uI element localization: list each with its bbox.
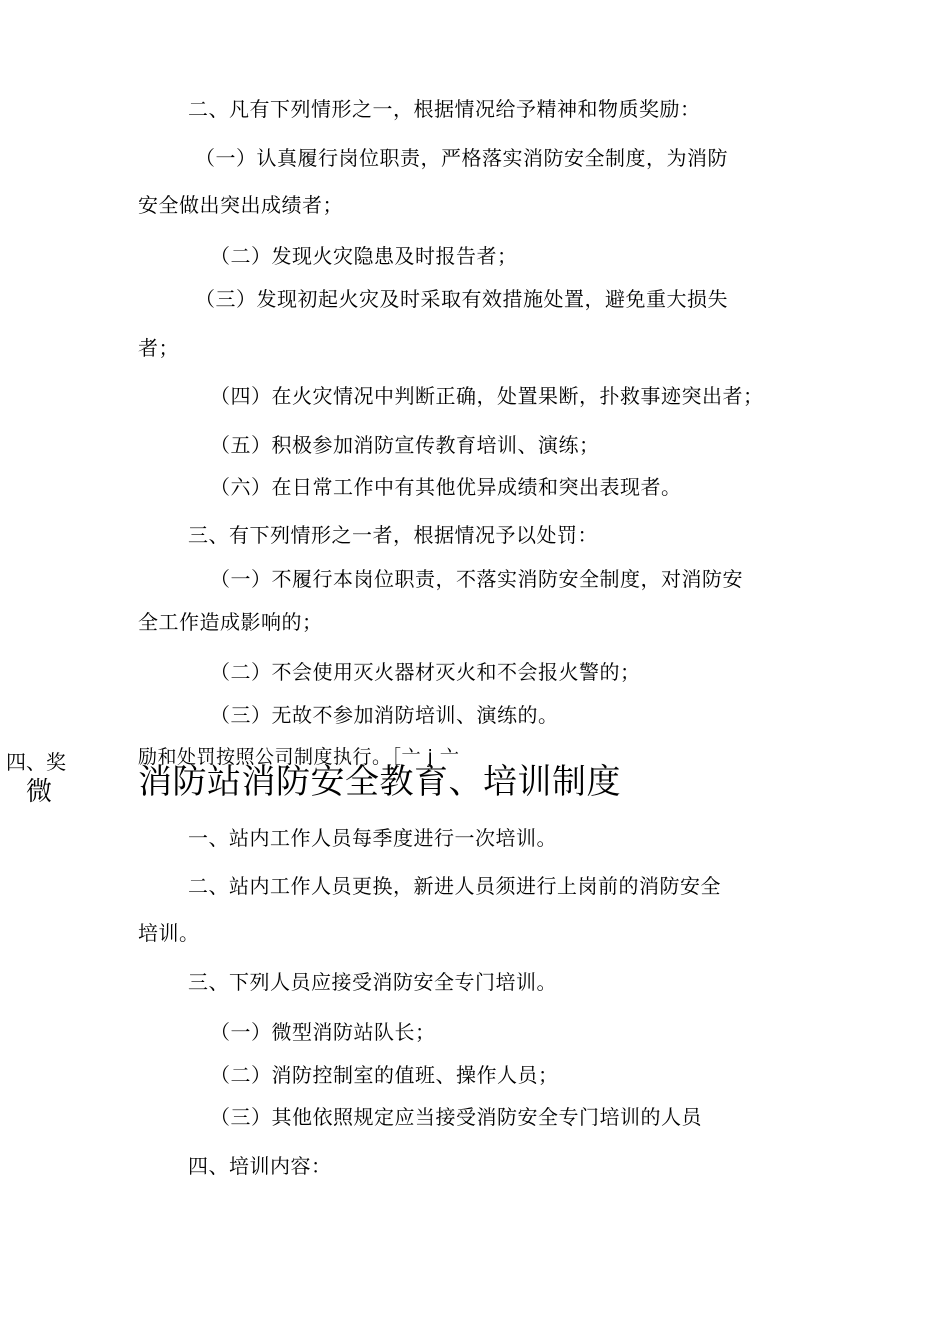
section-marker-left: 四、奖 — [6, 750, 66, 774]
reward-penalty-note: 励和处罚按照公司制度执行。［亠 j 亠 — [138, 746, 460, 768]
reward-item-4: （四）在火灾情况中判断正确，处置果断，扑救事迹突出者； — [210, 384, 764, 408]
document-title: 消防站消防安全教育、培训制度 — [138, 762, 621, 802]
reward-intro: 二、凡有下列情形之一，根据情况给予精神和物质奖励： — [188, 97, 701, 121]
reward-item-1: （一）认真履行岗位职责，严格落实消防安全制度，为消防 — [195, 146, 728, 170]
training-person-3: （三）其他依照规定应当接受消防安全专门培训的人员 — [210, 1105, 702, 1129]
reward-item-3: （三）发现初起火灾及时采取有效措施处置，避免重大损失 — [195, 287, 728, 311]
penalty-item-3: （三）无故不参加消防培训、演练的。 — [210, 703, 559, 727]
penalty-item-1-cont: 全工作造成影响的； — [138, 610, 323, 634]
training-rule-2: 二、站内工作人员更换，新进人员须进行上岗前的消防安全 — [188, 874, 721, 898]
section-marker-left-fragment: 微 — [26, 777, 53, 807]
training-rule-1: 一、站内工作人员每季度进行一次培训。 — [188, 826, 557, 850]
training-person-1: （一）微型消防站队长； — [210, 1020, 436, 1044]
reward-item-1-cont: 安全做出突出成绩者； — [138, 193, 343, 217]
reward-item-3-cont: 者； — [138, 336, 179, 360]
penalty-item-2: （二）不会使用灭火器材灭火和不会报火警的； — [210, 660, 641, 684]
training-rule-3: 三、下列人员应接受消防安全专门培训。 — [188, 970, 557, 994]
reward-item-6: （六）在日常工作中有其他优异成绩和突出表现者。 — [210, 475, 682, 499]
reward-item-5: （五）积极参加消防宣传教育培训、演练； — [210, 433, 600, 457]
penalty-intro: 三、有下列情形之一者，根据情况予以处罚： — [188, 523, 598, 547]
training-content-heading: 四、培训内容： — [188, 1154, 332, 1178]
training-person-2: （二）消防控制室的值班、操作人员； — [210, 1063, 559, 1087]
penalty-item-1: （一）不履行本岗位职责，不落实消防安全制度，对消防安 — [210, 567, 743, 591]
training-rule-2-cont: 培训。 — [138, 921, 200, 945]
reward-item-2: （二）发现火灾隐患及时报告者； — [210, 244, 518, 268]
